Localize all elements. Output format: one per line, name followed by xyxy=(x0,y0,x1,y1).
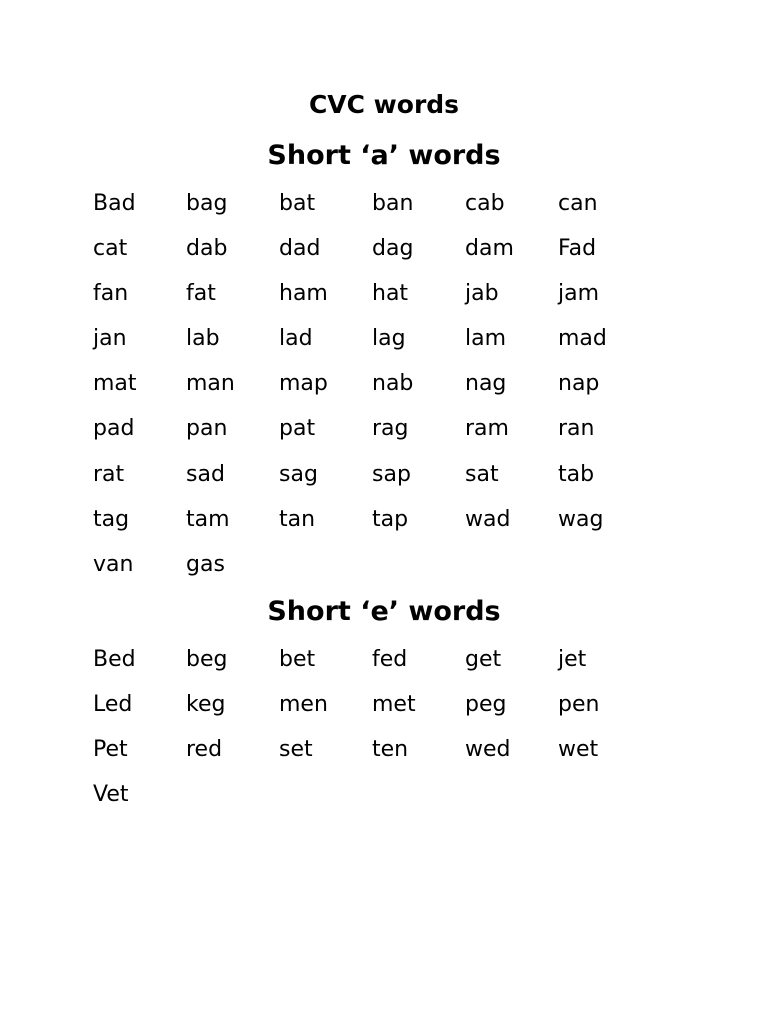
word-item: dad xyxy=(279,236,321,262)
word-item: pat xyxy=(279,416,316,442)
section-heading-short-a: Short ‘a’ words xyxy=(267,140,501,171)
word-item: Fad xyxy=(558,236,597,262)
word-item: lag xyxy=(372,326,406,352)
word-item: sap xyxy=(372,461,411,487)
word-item: jam xyxy=(558,281,600,307)
word-item: ten xyxy=(372,737,409,763)
word-item: lam xyxy=(465,326,507,352)
word-item: fed xyxy=(372,647,408,672)
word-item: van xyxy=(93,551,134,577)
word-item: beg xyxy=(186,647,228,672)
word-item: dag xyxy=(372,236,414,262)
word-item: wet xyxy=(558,737,599,763)
word-item: bag xyxy=(186,191,228,216)
word-item: lad xyxy=(279,326,313,352)
word-item: sat xyxy=(465,461,499,487)
section-heading-short-e: Short ‘e’ words xyxy=(267,596,501,627)
document-title: CVC words xyxy=(308,90,460,119)
word-item: mat xyxy=(93,371,137,397)
word-item: peg xyxy=(465,692,507,718)
word-item: rat xyxy=(93,461,125,487)
word-grid-short-e xyxy=(93,637,651,817)
word-item: ran xyxy=(558,416,595,442)
word-item: jab xyxy=(465,281,499,307)
word-item: wed xyxy=(465,737,511,763)
word-item: pen xyxy=(558,692,600,718)
word-item: mad xyxy=(558,326,607,352)
word-item: set xyxy=(279,737,313,763)
word-item: hat xyxy=(372,281,409,307)
word-item: ban xyxy=(372,191,414,216)
word-item: tag xyxy=(93,506,130,532)
word-item: fan xyxy=(93,281,129,307)
word-item: met xyxy=(372,692,416,718)
word-item: Vet xyxy=(93,782,129,808)
word-item: rag xyxy=(372,416,409,442)
word-item: red xyxy=(186,737,223,763)
word-item: man xyxy=(186,371,235,397)
word-item: Bed xyxy=(93,647,136,672)
word-item: get xyxy=(465,647,502,672)
word-item: pan xyxy=(186,416,228,442)
word-item: cab xyxy=(465,191,505,216)
word-item: tan xyxy=(279,506,316,532)
word-item: tap xyxy=(372,506,409,532)
word-item: ram xyxy=(465,416,509,442)
word-item: nag xyxy=(465,371,507,397)
word-item: dam xyxy=(465,236,514,262)
word-item: tab xyxy=(558,461,595,487)
word-item: Pet xyxy=(93,737,128,763)
word-item: map xyxy=(279,371,328,397)
word-item: Led xyxy=(93,692,133,718)
word-item: cat xyxy=(93,236,128,262)
word-item: bet xyxy=(279,647,316,672)
word-item: sad xyxy=(186,461,225,487)
word-item: sag xyxy=(279,461,318,487)
word-item: dab xyxy=(186,236,228,262)
word-item: nap xyxy=(558,371,600,397)
word-item: bat xyxy=(279,191,316,216)
word-grid-short-a xyxy=(93,181,651,587)
word-item: gas xyxy=(186,551,225,577)
word-item: pad xyxy=(93,416,135,442)
word-item: lab xyxy=(186,326,220,352)
word-item: jan xyxy=(93,326,127,352)
word-item: wad xyxy=(465,506,511,532)
word-item: wag xyxy=(558,506,604,532)
word-item: can xyxy=(558,191,598,216)
word-item: Bad xyxy=(93,191,136,216)
word-item: keg xyxy=(186,692,226,718)
word-item: ham xyxy=(279,281,328,307)
word-item: tam xyxy=(186,506,230,532)
word-item: jet xyxy=(558,647,587,672)
word-item: men xyxy=(279,692,328,718)
word-item: nab xyxy=(372,371,414,397)
word-item: fat xyxy=(186,281,216,307)
